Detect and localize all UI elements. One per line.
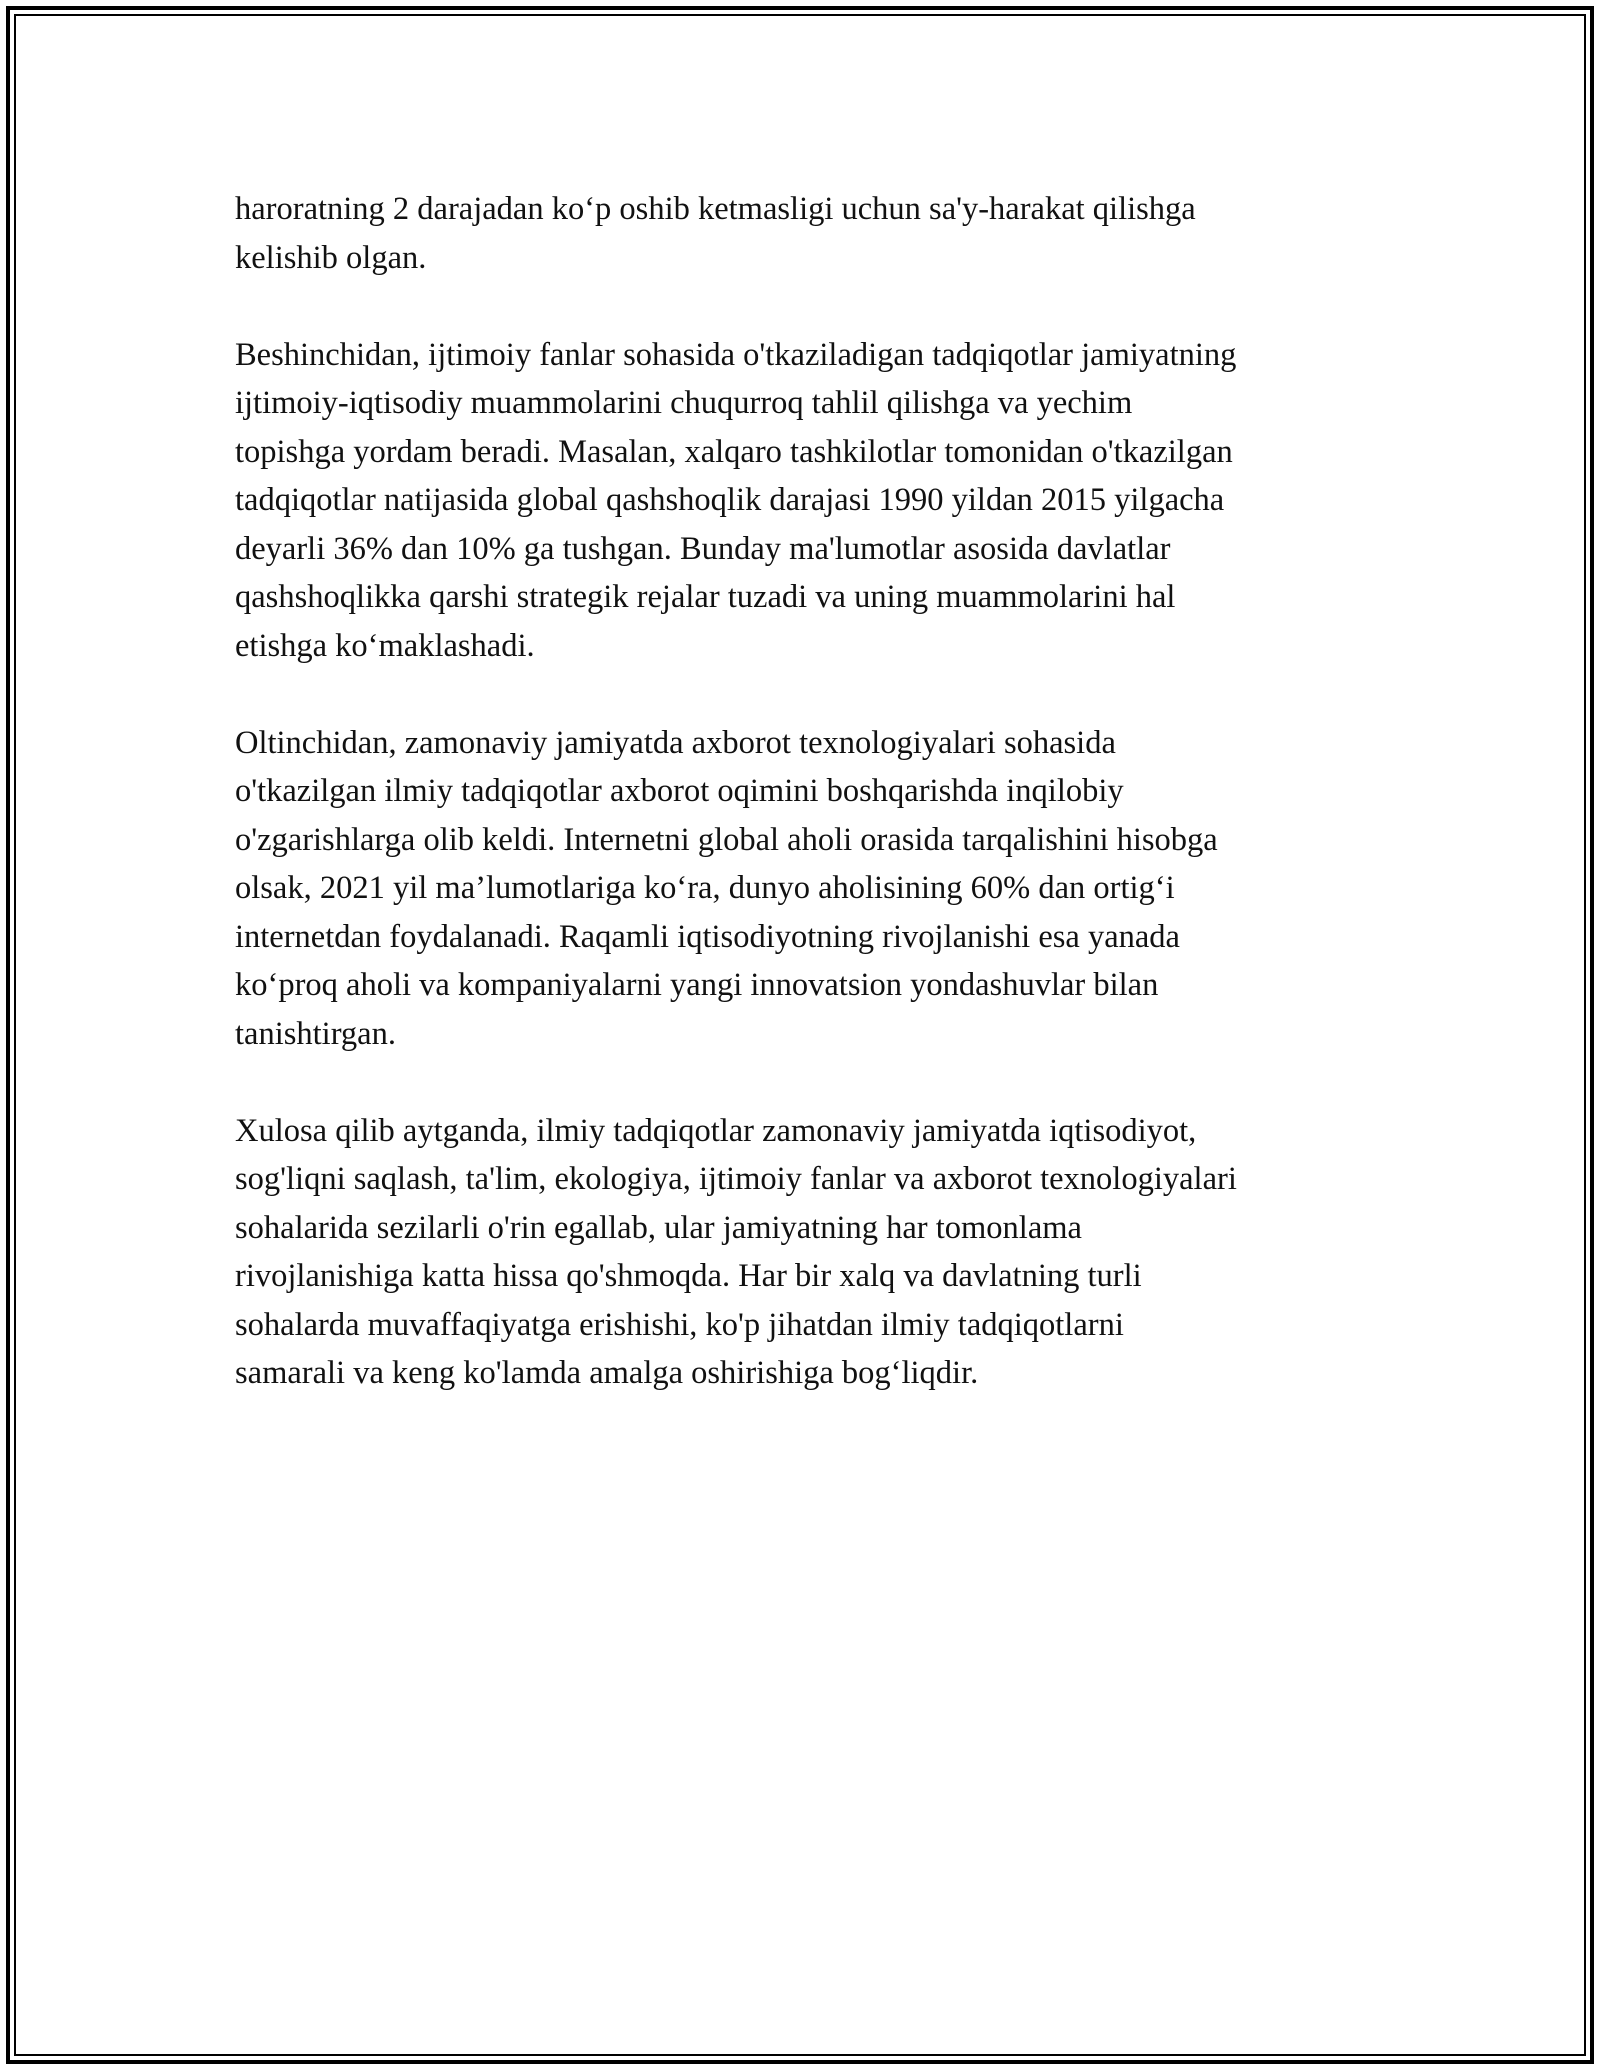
text-line: Oltinchidan, zamonaviy jamiyatda axborot texnologiyalari sohasida: [235, 724, 1116, 761]
paragraph-1: [235, 185, 1375, 282]
text-line: o'zgarishlarga olib keldi. Internetni global aholi orasida tarqalishini hisobga: [235, 821, 1218, 858]
document-body: [235, 185, 1375, 1446]
text-line: deyarli 36% dan 10% ga tushgan. Bunday ma'lumotlar asosida davlatlar: [235, 530, 1171, 567]
text-line: Beshinchidan, ijtimoiy fanlar sohasida o'tkaziladigan tadqiqotlar jamiyatning: [235, 336, 1237, 373]
text-line: rivojlanishiga katta hissa qo'shmoqda. Har bir xalq va davlatning turli: [235, 1258, 1142, 1294]
text-line: haroratning 2 darajadan ko‘p oshib ketmasligi uchun sa'y-harakat qilishga: [235, 191, 1196, 227]
paragraph-4: [235, 1107, 1375, 1398]
text-line: ijtimoiy-iqtisodiy muammolarini chuqurroq tahlil qilishga va yechim: [235, 385, 1133, 421]
paragraph-2: [235, 331, 1375, 671]
text-line: tanishtirgan.: [235, 1015, 396, 1052]
text-line: internetdan foydalanadi. Raqamli iqtisodiyotning rivojlanishi esa yanada: [235, 918, 1180, 955]
text-line: o'tkazilgan ilmiy tadqiqotlar axborot oqimini boshqarishda inqilobiy: [235, 773, 1124, 809]
text-line: tadqiqotlar natijasida global qashshoqlik darajasi 1990 yildan 2015 yilgacha: [235, 482, 1225, 518]
text-line: olsak, 2021 yil ma’lumotlariga ko‘ra, dunyo aholisining 60% dan ortig‘i: [235, 870, 1175, 906]
text-line: topishga yordam beradi. Masalan, xalqaro tashkilotlar tomonidan o'tkazilgan: [235, 433, 1233, 470]
text-line: sohalarda muvaffaqiyatga erishishi, ko'p jihatdan ilmiy tadqiqotlarni: [235, 1306, 1124, 1343]
text-line: etishga ko‘maklashadi.: [235, 627, 535, 664]
text-line: sohalarida sezilarli o'rin egallab, ular jamiyatning har tomonlama: [235, 1209, 1082, 1246]
paragraph-3: [235, 719, 1375, 1059]
text-line: qashshoqlikka qarshi strategik rejalar tuzadi va uning muammolarini hal: [235, 579, 1176, 615]
text-line: sog'liqni saqlash, ta'lim, ekologiya, ijtimoiy fanlar va axborot texnologiyalari: [235, 1161, 1237, 1197]
text-line: samarali va keng ko'lamda amalga oshirishiga bog‘liqdir.: [235, 1355, 979, 1391]
text-line: ko‘proq aholi va kompaniyalarni yangi innovatsion yondashuvlar bilan: [235, 967, 1159, 1003]
text-line: kelishib olgan.: [235, 239, 427, 276]
text-line: Xulosa qilib aytganda, ilmiy tadqiqotlar zamonaviy jamiyatda iqtisodiyot,: [235, 1112, 1197, 1149]
